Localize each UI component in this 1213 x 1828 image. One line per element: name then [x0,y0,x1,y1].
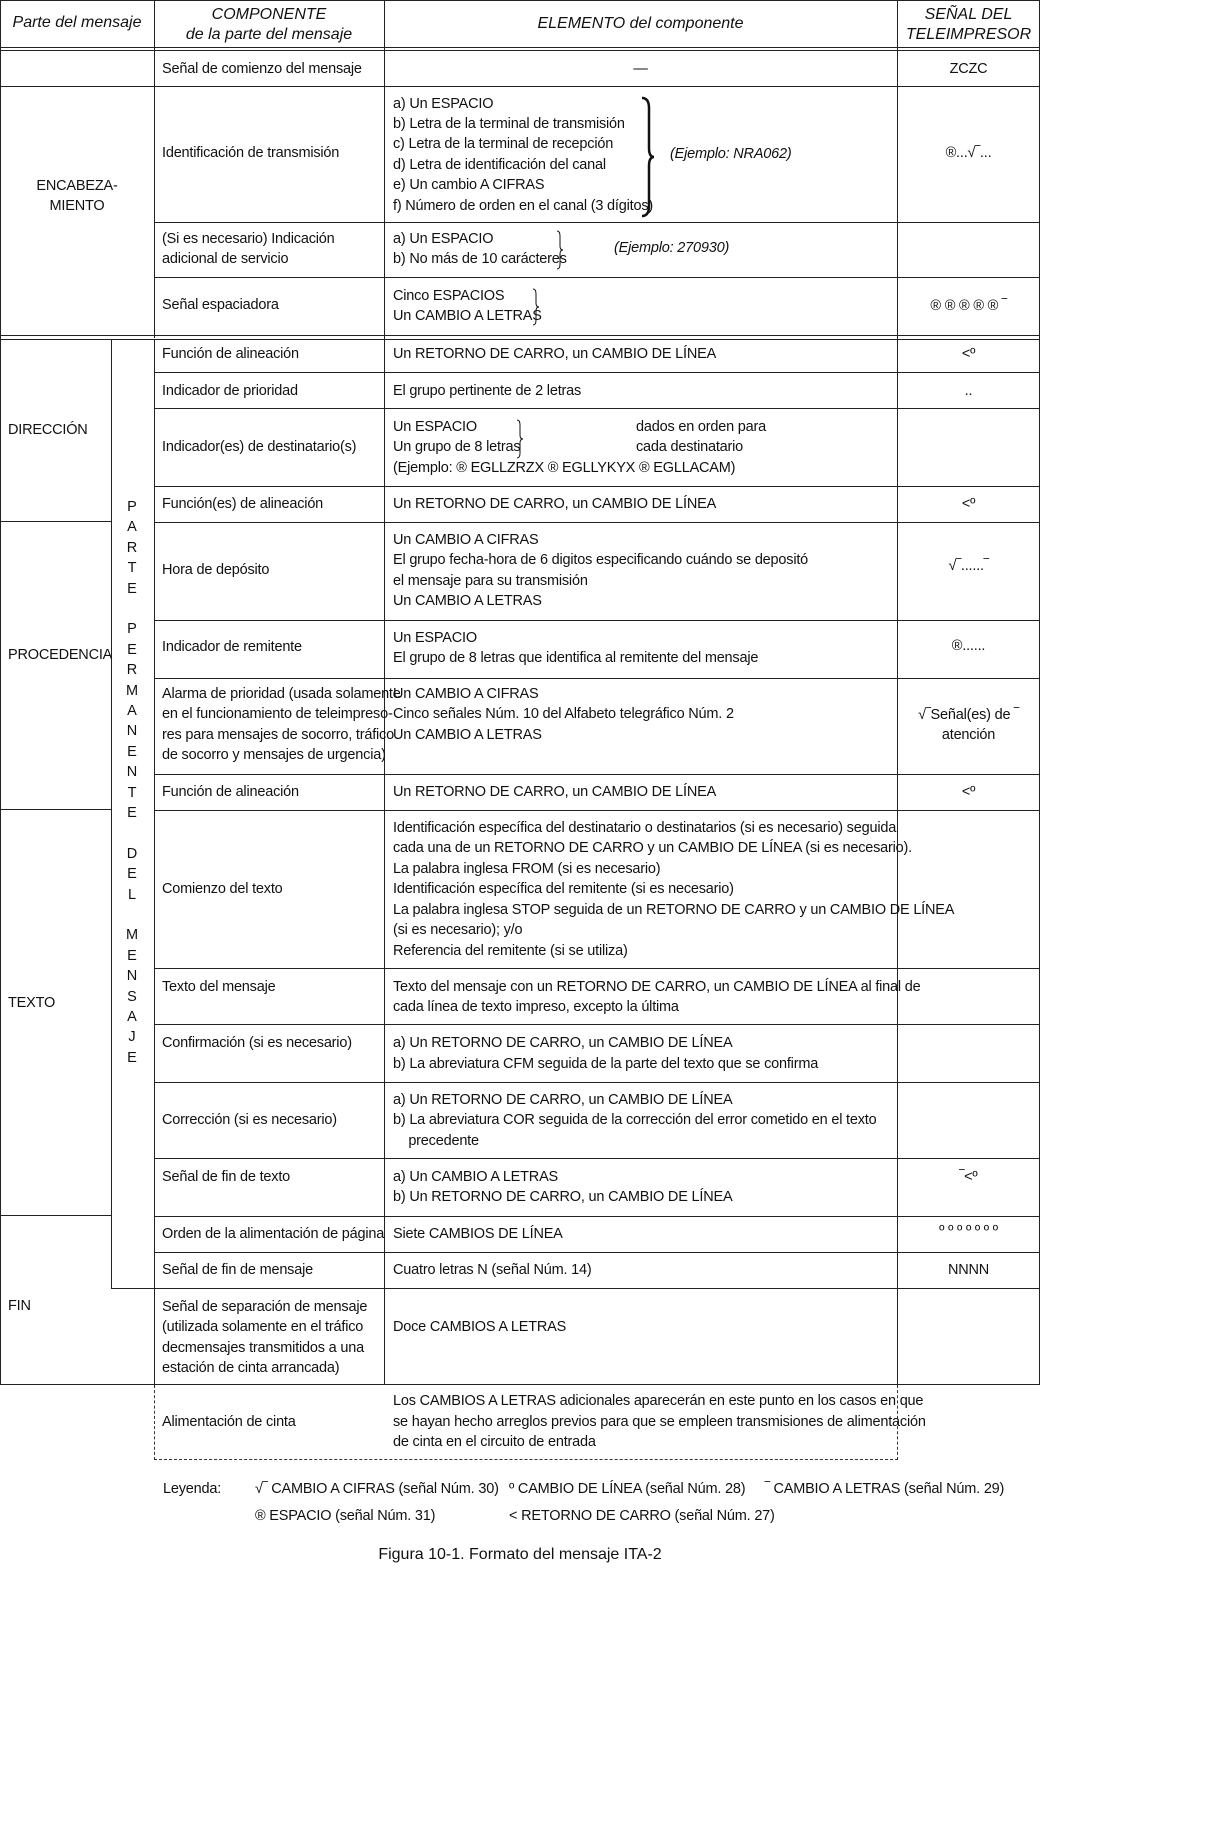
rule [154,774,1040,775]
element-text: Un RETORNO DE CARRO, un CAMBIO DE LÍNEA [393,496,717,512]
rule [0,809,111,810]
signal-text: <º [961,496,976,512]
element-text: Identificación específica del destinatario o destinatarios (si es necesario) seguida [393,820,897,836]
rule [154,1216,1040,1217]
component-label: res para mensajes de socorro, tráfico [162,727,394,743]
rule [0,1384,1040,1385]
rule [154,277,1040,278]
permanent-letter: E [127,1049,137,1066]
element-text: El grupo fecha-hora de 6 digitos especificando cuándo se depositó [393,552,809,568]
signal-text: √‾......‾ [948,558,989,574]
legend-lf: º CAMBIO DE LÍNEA (señal Núm. 28) [509,1481,746,1497]
element-text: Doce CAMBIOS A LETRAS [393,1319,567,1335]
rule [154,1158,1040,1159]
component-label: Función(es) de alineación [162,496,324,512]
rule [154,486,1040,487]
component-label: Función de alineación [162,346,299,362]
element-text: Cinco señales Núm. 10 del Alfabeto telegráfico Núm. 2 [393,706,734,722]
element-text: (Ejemplo: ® EGLLZRZX ® EGLLYKYX ® EGLLACAM) [393,460,736,476]
permanent-letter: L [127,886,137,903]
legend-cr: < RETORNO DE CARRO (señal Núm. 27) [509,1508,775,1524]
component-label: Identificación de transmisión [162,145,340,161]
rule [154,678,1040,679]
part-text: TEXTO [8,995,56,1011]
permanent-letter: E [127,866,137,883]
signal-text: ZCZC [949,61,988,77]
brace-icon [515,419,525,459]
permanent-letter: E [127,947,137,964]
component-label: Función de alineación [162,784,299,800]
component-label: Alarma de prioridad (usada solamente [162,686,401,702]
rule [154,1385,155,1460]
permanent-letter: T [127,784,137,801]
element-text: Cinco ESPACIOS [393,288,505,304]
rule [154,1082,1040,1083]
signal-text: ® ® ® ® ® ‾ [930,298,1007,314]
header-element: ELEMENTO del componente [537,15,744,32]
part-origin: PROCEDENCIA [8,647,113,663]
part-end: FIN [8,1298,31,1314]
signal-text: º º º º º º º [939,1223,998,1239]
permanent-letter: N [126,968,138,985]
signal-text: atención [941,727,996,743]
element-text: a) Un ESPACIO [393,96,494,112]
component-label: Alimentación de cinta [162,1414,296,1430]
brace-icon [531,288,541,326]
example-text: (Ejemplo: 270930) [614,240,730,256]
header-part: Parte del mensaje [12,14,142,31]
element-text: Un CAMBIO A LETRAS [393,308,542,324]
rule [0,0,1040,1]
component-label: Señal espaciadora [162,297,279,313]
signal-text: ®...√‾... [945,145,992,161]
signal-text: ‾<º [959,1169,978,1185]
permanent-letter: E [127,805,137,821]
signal-text: √‾Señal(es) de ‾ [918,707,1019,723]
element-text: f) Número de orden en el canal (3 dígitos) [393,198,653,214]
component-label: Señal de fin de texto [162,1169,291,1185]
permanent-letter: P [127,499,137,515]
rule [154,522,1040,523]
brace-icon [555,230,565,270]
permanent-letter: E [127,641,137,658]
note-text: dados en orden para [636,419,767,435]
component-label: Señal de comienzo del mensaje [162,61,362,77]
permanent-letter: E [127,580,137,597]
rule [154,340,155,1385]
element-text: de cinta en el circuito de entrada [393,1434,596,1450]
component-label: Señal de fin de mensaje [162,1262,313,1278]
component-label: Hora de depósito [162,562,270,578]
element-text: se hayan hecho arreglos previos para que se empleen transmisiones de alimentación [393,1414,926,1430]
element-text: Un ESPACIO [393,419,477,435]
component-label: Indicador de remitente [162,639,302,655]
legend-space: ® ESPACIO (señal Núm. 31) [255,1508,436,1524]
permanent-letter: P [127,621,137,638]
element-text: a) Un ESPACIO [393,231,494,247]
rule [0,86,1040,87]
element-text: Texto del mensaje con un RETORNO DE CARRO, un CAMBIO DE LÍNEA al final de [393,979,921,995]
element-text: precedente [393,1133,479,1149]
element-text: Un grupo de 8 letras [393,439,521,455]
note-text: cada destinatario [636,439,744,455]
rule [154,1459,898,1460]
rule [154,408,1040,409]
element-text: e) Un cambio A CIFRAS [393,177,545,193]
rule [154,372,1040,373]
component-label: de socorro y mensajes de urgencia) [162,747,386,763]
component-label: Confirmación (si es necesario) [162,1035,352,1051]
permanent-letter: M [125,682,139,699]
element-text: Siete CAMBIOS DE LÍNEA [393,1226,563,1242]
element-text: El grupo de 8 letras que identifica al remitente del mensaje [393,650,759,666]
element-text: El grupo pertinente de 2 letras [393,383,582,399]
signal-text: .. [964,383,973,399]
element-text: (si es necesario); y/o [393,922,523,938]
element-text: a) Un CAMBIO A LETRAS [393,1169,559,1185]
rule [111,340,112,1288]
element-text: Un CAMBIO A CIFRAS [393,686,539,702]
element-text: Un RETORNO DE CARRO, un CAMBIO DE LÍNEA [393,346,717,362]
rule [0,521,111,522]
header-signal-2: TELEIMPRESOR [905,26,1032,43]
element-text: Un CAMBIO A LETRAS [393,727,542,743]
component-label: Texto del mensaje [162,979,276,995]
rule [0,335,1040,336]
component-label: Corrección (si es necesario) [162,1112,337,1128]
permanent-letter: R [126,662,138,679]
element-text: La palabra inglesa STOP seguida de un RETORNO DE CARRO y un CAMBIO DE LÍNEA [393,902,955,918]
component-label: estación de cinta arrancada) [162,1360,340,1376]
permanent-letter: D [126,845,138,862]
permanent-letter: E [127,743,137,760]
element-text: c) Letra de la terminal de recepción [393,136,614,152]
legend-ltrs: ‾ CAMBIO A LETRAS (señal Núm. 29) [765,1481,1005,1497]
component-label: Orden de la alimentación de página [162,1226,385,1242]
component-label: (utilizada solamente en el tráfico [162,1319,364,1335]
element-text: b) Un RETORNO DE CARRO, un CAMBIO DE LÍNEA [393,1189,733,1205]
component-label: adicional de servicio [162,251,289,267]
element-text: Un ESPACIO [393,630,477,646]
rule [154,968,1040,969]
element-text: el mensaje para su transmisión [393,573,588,589]
component-label: (Si es necesario) Indicación [162,231,335,247]
component-label: decmensajes transmitidos a una [162,1340,364,1356]
rule [154,0,155,338]
rule [154,810,1040,811]
element-text: b) La abreviatura CFM seguida de la parte del texto que se confirma [393,1056,819,1072]
rule [0,1215,111,1216]
element-text: — [633,61,648,77]
element-text: b) No más de 10 carácteres [393,251,567,267]
part-heading: ENCABEZA- [36,178,118,194]
rule [154,620,1040,621]
legend-figs: √‾ CAMBIO A CIFRAS (señal Núm. 30) [255,1481,499,1497]
header-signal-1: SEÑAL DEL [924,6,1013,23]
element-text: cada una de un RETORNO DE CARRO y un CAMBIO DE LÍNEA (si es necesario). [393,840,913,856]
permanent-letter: M [125,927,139,944]
signal-text: ®...... [951,638,986,654]
permanent-letter: S [127,988,137,1005]
element-text: d) Letra de identificación del canal [393,157,606,173]
component-label: Indicador(es) de destinatario(s) [162,439,357,455]
rule [154,1252,1040,1253]
element-text: Los CAMBIOS A LETRAS adicionales aparecerán en este punto en los casos en que [393,1393,924,1409]
element-text: Cuatro letras N (señal Núm. 14) [393,1262,592,1278]
signal-text: <º [961,784,976,800]
header-component-1: COMPONENTE [211,6,327,23]
permanent-letter: A [127,703,137,719]
component-label: en el funcionamiento de teleimpreso- [162,706,393,722]
rule [0,339,1040,340]
component-label: Indicador de prioridad [162,383,298,399]
component-label: Señal de separación de mensaje [162,1299,368,1315]
element-text: a) Un RETORNO DE CARRO, un CAMBIO DE LÍNEA [393,1092,733,1108]
permanent-letter: N [126,764,138,781]
rule [154,1024,1040,1025]
element-text: b) Letra de la terminal de transmisión [393,116,625,132]
signal-text: <º [961,346,976,362]
brace-icon [640,96,656,218]
element-text: b) La abreviatura COR seguida de la corrección del error cometido en el texto [393,1112,877,1128]
rule [0,47,1040,48]
element-text: Un CAMBIO A CIFRAS [393,532,539,548]
figure-caption: Figura 10-1. Formato del mensaje ITA-2 [378,1546,662,1563]
part-address: DIRECCIÓN [8,422,88,438]
example-text: (Ejemplo: NRA062) [670,146,792,162]
permanent-letter: A [127,519,137,536]
element-text: La palabra inglesa FROM (si es necesario) [393,861,661,877]
component-label: Comienzo del texto [162,881,283,897]
element-text: a) Un RETORNO DE CARRO, un CAMBIO DE LÍNEA [393,1035,733,1051]
element-text: cada línea de texto impreso, excepto la última [393,999,679,1015]
permanent-letter: N [126,723,138,740]
element-text: Identificación específica del remitente (si es necesario) [393,881,734,897]
rule [154,222,1040,223]
part-heading: MIENTO [49,198,105,214]
permanent-letter: T [127,560,137,577]
rule [0,50,1040,51]
element-text: Referencia del remitente (si se utiliza) [393,943,628,959]
permanent-letter: J [128,1029,136,1046]
legend-label: Leyenda: [163,1481,222,1497]
signal-text: NNNN [947,1262,990,1278]
element-text: Un RETORNO DE CARRO, un CAMBIO DE LÍNEA [393,784,717,800]
permanent-letter: A [127,1009,137,1025]
rule [111,1288,1040,1289]
permanent-letter: R [126,539,138,556]
header-component-2: de la parte del mensaje [185,26,353,43]
element-text: Un CAMBIO A LETRAS [393,593,542,609]
